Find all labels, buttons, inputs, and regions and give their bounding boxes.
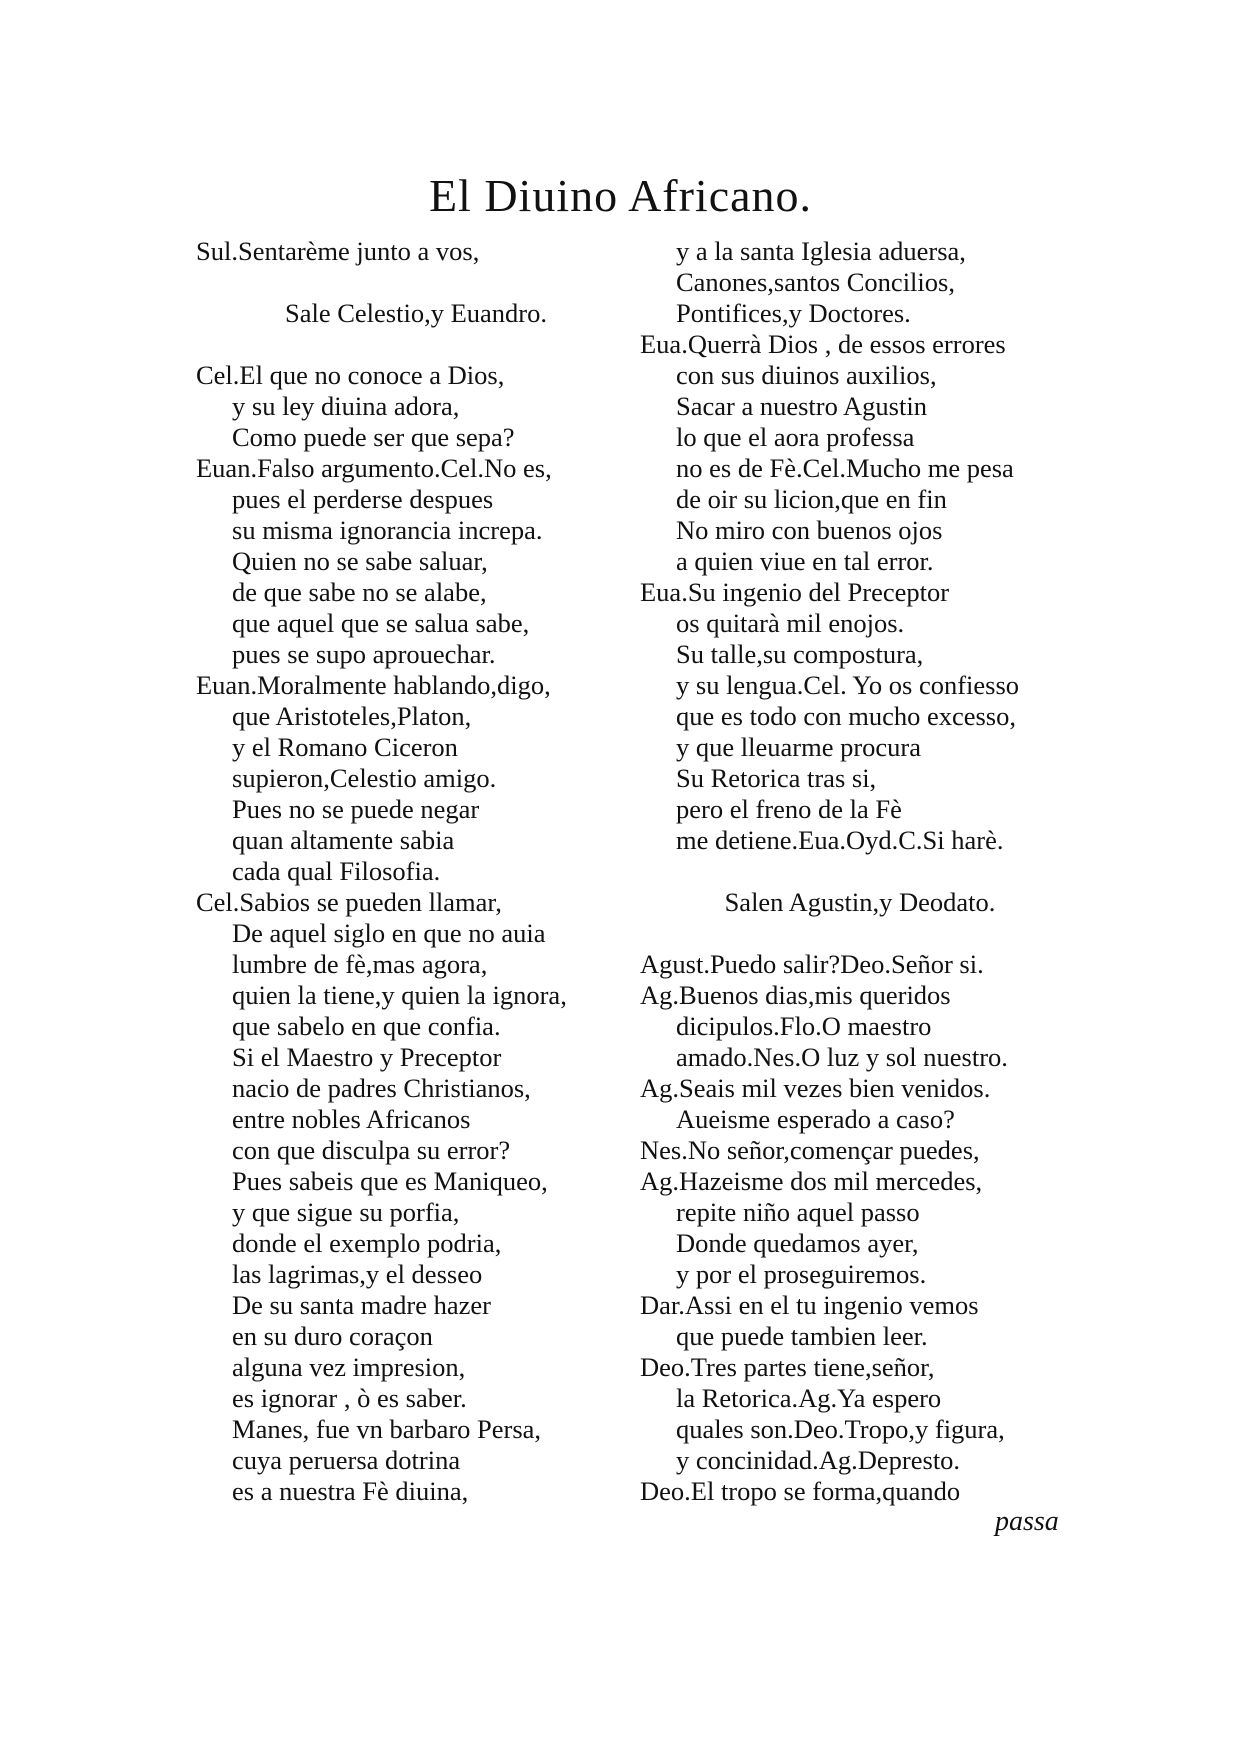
verse-line: su misma ignorancia increpa. — [232, 515, 543, 545]
verse-line: y por el proseguiremos. — [676, 1259, 927, 1289]
running-title: El Diuino Africano. — [428, 170, 813, 221]
verse-line: con sus diuinos auxilios, — [676, 360, 937, 390]
verse-line: quan altamente sabia — [232, 825, 455, 855]
verse-line: es a nuestra Fè diuina, — [232, 1476, 469, 1506]
verse-line: que Aristoteles,Platon, — [232, 701, 472, 731]
verse-line: De aquel siglo en que no auia — [232, 918, 546, 948]
verse-line: Aueisme esperado a caso? — [676, 1104, 955, 1134]
verse-line: No miro con buenos ojos — [676, 515, 943, 545]
verse-line: Sul.Sentarème junto a vos, — [196, 236, 480, 266]
verse-line: Pues sabeis que es Maniqueo, — [232, 1166, 548, 1196]
blank-line — [196, 329, 636, 360]
verse-line: quien la tiene,y quien la ignora, — [232, 980, 567, 1010]
verse-line: Cel.Sabios se pueden llamar, — [196, 887, 502, 917]
verse-line: Manes, fue vn barbaro Persa, — [232, 1414, 542, 1444]
verse-line: os quitarà mil enojos. — [676, 608, 905, 638]
verse-line: Quien no se sabe saluar, — [232, 546, 488, 576]
verse-line: nacio de padres Christianos, — [232, 1073, 531, 1103]
blank-line — [640, 918, 1080, 949]
verse-line: las lagrimas,y el desseo — [232, 1259, 483, 1289]
verse-line: Si el Maestro y Preceptor — [232, 1042, 502, 1072]
verse-line: que es todo con mucho excesso, — [676, 701, 1016, 731]
verse-line: alguna vez impresion, — [232, 1352, 466, 1382]
blank-line — [640, 856, 1080, 887]
stage-direction: Salen Agustin,y Deodato. — [724, 887, 996, 917]
verse-line: Cel.El que no conoce a Dios, — [196, 360, 505, 390]
verse-line: Agust.Puedo salir?Deo.Señor si. — [640, 949, 984, 979]
verse-line: Sacar a nuestro Agustin — [676, 391, 927, 421]
verse-line: en su duro coraçon — [232, 1321, 433, 1351]
verse-line: Deo.El tropo se forma,quando — [640, 1476, 961, 1506]
verse-line: Pues no se puede negar — [232, 794, 480, 824]
verse-line: y el Romano Ciceron — [232, 732, 458, 762]
left-column — [196, 236, 636, 1507]
verse-line: quales son.Deo.Tropo,y figura, — [676, 1414, 1005, 1444]
verse-line: cada qual Filosofia. — [232, 856, 441, 886]
verse-line: pero el freno de la Fè — [676, 794, 902, 824]
verse-line: amado.Nes.O luz y sol nuestro. — [676, 1042, 1008, 1072]
verse-line: y que sigue su porfia, — [232, 1197, 460, 1227]
verse-line: dicipulos.Flo.O maestro — [676, 1011, 932, 1041]
verse-line: que sabelo en que confia. — [232, 1011, 501, 1041]
verse-line: de que sabe no se alabe, — [232, 577, 487, 607]
verse-line: donde el exemplo podria, — [232, 1228, 502, 1258]
verse-line: y su ley diuina adora, — [232, 391, 460, 421]
verse-line: Ag.Hazeisme dos mil mercedes, — [640, 1166, 983, 1196]
verse-line: Su Retorica tras si, — [676, 763, 877, 793]
verse-line: pues se supo aprouechar. — [232, 639, 496, 669]
verse-line: cuya peruersa dotrina — [232, 1445, 461, 1475]
verse-line: y concinidad.Ag.Depresto. — [676, 1445, 961, 1475]
verse-line: y que lleuarme procura — [676, 732, 922, 762]
verse-line: lumbre de fè,mas agora, — [232, 949, 488, 979]
verse-line: Euan.Moralmente hablando,digo, — [196, 670, 551, 700]
verse-line: pues el perderse despues — [232, 484, 494, 514]
verse-line: con que disculpa su error? — [232, 1135, 511, 1165]
verse-line: Ag.Buenos dias,mis queridos — [640, 980, 951, 1010]
verse-line: Eua.Su ingenio del Preceptor — [640, 577, 950, 607]
right-column — [640, 236, 1080, 1507]
verse-line: Dar.Assi en el tu ingenio vemos — [640, 1290, 979, 1320]
stage-direction: Sale Celestio,y Euandro. — [285, 298, 547, 328]
verse-line: no es de Fè.Cel.Mucho me pesa — [676, 453, 1014, 483]
verse-line: y a la santa Iglesia aduersa, — [676, 236, 966, 266]
verse-line: y su lengua.Cel. Yo os confiesso — [676, 670, 1020, 700]
verse-line: que aquel que se salua sabe, — [232, 608, 530, 638]
verse-line: De su santa madre hazer — [232, 1290, 491, 1320]
verse-line: Su talle,su compostura, — [676, 639, 924, 669]
blank-line — [196, 267, 636, 298]
verse-line: Deo.Tres partes tiene,señor, — [640, 1352, 935, 1382]
verse-line: Canones,santos Concilios, — [676, 267, 955, 297]
verse-line: Como puede ser que sepa? — [232, 422, 515, 452]
verse-line: supieron,Celestio amigo. — [232, 763, 497, 793]
verse-line: entre nobles Africanos — [232, 1104, 471, 1134]
verse-line: repite niño aquel passo — [676, 1197, 920, 1227]
verse-line: Donde quedamos ayer, — [676, 1228, 919, 1258]
verse-line: Pontifices,y Doctores. — [676, 298, 911, 328]
verse-line: Euan.Falso argumento.Cel.No es, — [196, 453, 552, 483]
verse-line: la Retorica.Ag.Ya espero — [676, 1383, 942, 1413]
verse-line: Eua.Querrà Dios , de essos errores — [640, 329, 1006, 359]
verse-line: Ag.Seais mil vezes bien venidos. — [640, 1073, 991, 1103]
verse-line: que puede tambien leer. — [676, 1321, 928, 1351]
catchword: passa — [995, 1506, 1059, 1537]
verse-line: lo que el aora professa — [676, 422, 915, 452]
verse-line: me detiene.Eua.Oyd.C.Si harè. — [676, 825, 1004, 855]
verse-line: es ignorar , ò es saber. — [232, 1383, 467, 1413]
verse-line: Nes.No señor,començar puedes, — [640, 1135, 980, 1165]
verse-line: de oir su licion,que en fin — [676, 484, 947, 514]
verse-line: a quien viue en tal error. — [676, 546, 934, 576]
